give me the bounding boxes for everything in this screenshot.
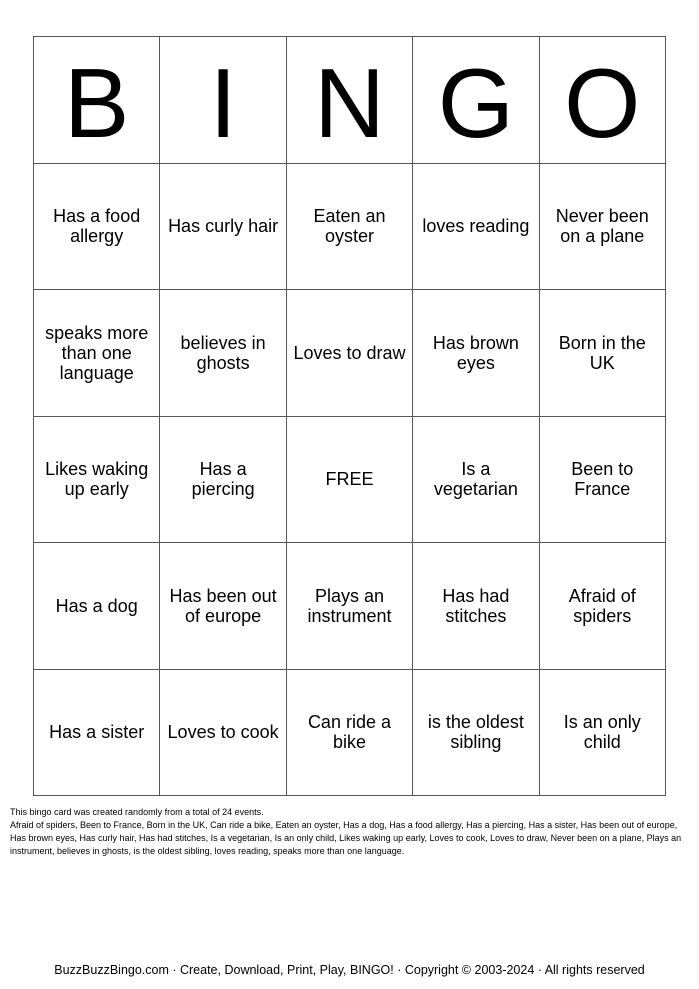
cell-text: Has a dog [55, 595, 138, 616]
cell-text: Eaten an oyster [313, 206, 386, 247]
free-space-cell [286, 416, 412, 543]
card-row [34, 290, 666, 417]
bingo-card [33, 36, 666, 796]
card-cell [286, 290, 412, 417]
cell-text: Loves to draw [293, 342, 406, 363]
card-cell [539, 163, 665, 290]
card-info [10, 806, 686, 858]
cell-text: Has curly hair [168, 216, 279, 237]
card-cell [539, 669, 665, 796]
cell-text: Loves to cook [167, 722, 279, 743]
header-letter-g: G [413, 37, 539, 164]
card-row [34, 163, 666, 290]
card-cell [539, 543, 665, 670]
card-cell [34, 543, 160, 670]
card-cell [413, 669, 539, 796]
card-cell [413, 290, 539, 417]
cell-text: Has a piercing [191, 459, 255, 500]
card-cell [160, 669, 286, 796]
card-cell [413, 163, 539, 290]
cell-text: Been to France [571, 459, 634, 500]
header-letter-i: I [160, 37, 286, 164]
header-row [34, 37, 666, 164]
cell-text: Never been on a plane [555, 206, 649, 247]
cell-text: Has a food allergy [53, 206, 141, 247]
info-event-list: Afraid of spiders, Been to France, Born in the UK, Can ride a bike, Eaten an oyster, Has a dog, Has a food allergy, Has a piercing, Has a sister, Has been out of europe, Has brown eyes, Has curly hair, Has had stitches, Is a vegetarian, Is an only child, Likes waking up early, Loves to cook, Loves to draw, Never been on a plane, Plays an instrument, believes in ghosts, is the oldest sibling, loves reading, speaks more than one language. [10, 820, 682, 856]
cell-text: loves reading [422, 216, 530, 237]
card-cell [160, 290, 286, 417]
card-cell [286, 163, 412, 290]
cell-text: Has been out of europe [169, 585, 277, 626]
card-row [34, 543, 666, 670]
info-summary: This bingo card was created randomly from a total of 24 events. [10, 807, 264, 817]
cell-text: Plays an instrument [307, 585, 392, 626]
card-cell [160, 163, 286, 290]
cell-text: Has a sister [49, 722, 145, 743]
cell-text: Is an only child [563, 712, 641, 753]
card-row [34, 416, 666, 543]
cell-text: is the oldest sibling [427, 712, 524, 753]
card-cell [34, 163, 160, 290]
card-cell [413, 416, 539, 543]
header-letter-n: N [286, 37, 412, 164]
cell-text: Has brown eyes [432, 332, 519, 373]
cell-text: Can ride a bike [307, 712, 391, 753]
card-cell [160, 416, 286, 543]
header-letter-b: B [34, 37, 160, 164]
card-cell [34, 290, 160, 417]
card-cell [34, 416, 160, 543]
header-letter-o: O [539, 37, 665, 164]
card-cell [286, 543, 412, 670]
footer-copyright: BuzzBuzzBingo.com · Create, Download, Print, Play, BINGO! · Copyright © 2003-2024 · All rights reserved [54, 963, 645, 977]
cell-text: Likes waking up early [45, 459, 149, 500]
card-cell [286, 669, 412, 796]
card-cell [539, 290, 665, 417]
cell-text: believes in ghosts [180, 332, 266, 373]
cell-text: Has had stitches [442, 585, 510, 626]
card-row [34, 669, 666, 796]
cell-text: Born in the UK [558, 332, 646, 373]
card-cell [413, 543, 539, 670]
cell-text: Afraid of spiders [568, 585, 636, 626]
cell-text: speaks more than one language [45, 322, 149, 383]
card-cell [34, 669, 160, 796]
card-cell [160, 543, 286, 670]
card-cell [539, 416, 665, 543]
cell-text: Is a vegetarian [433, 459, 518, 500]
free-space-text: FREE [325, 469, 374, 490]
